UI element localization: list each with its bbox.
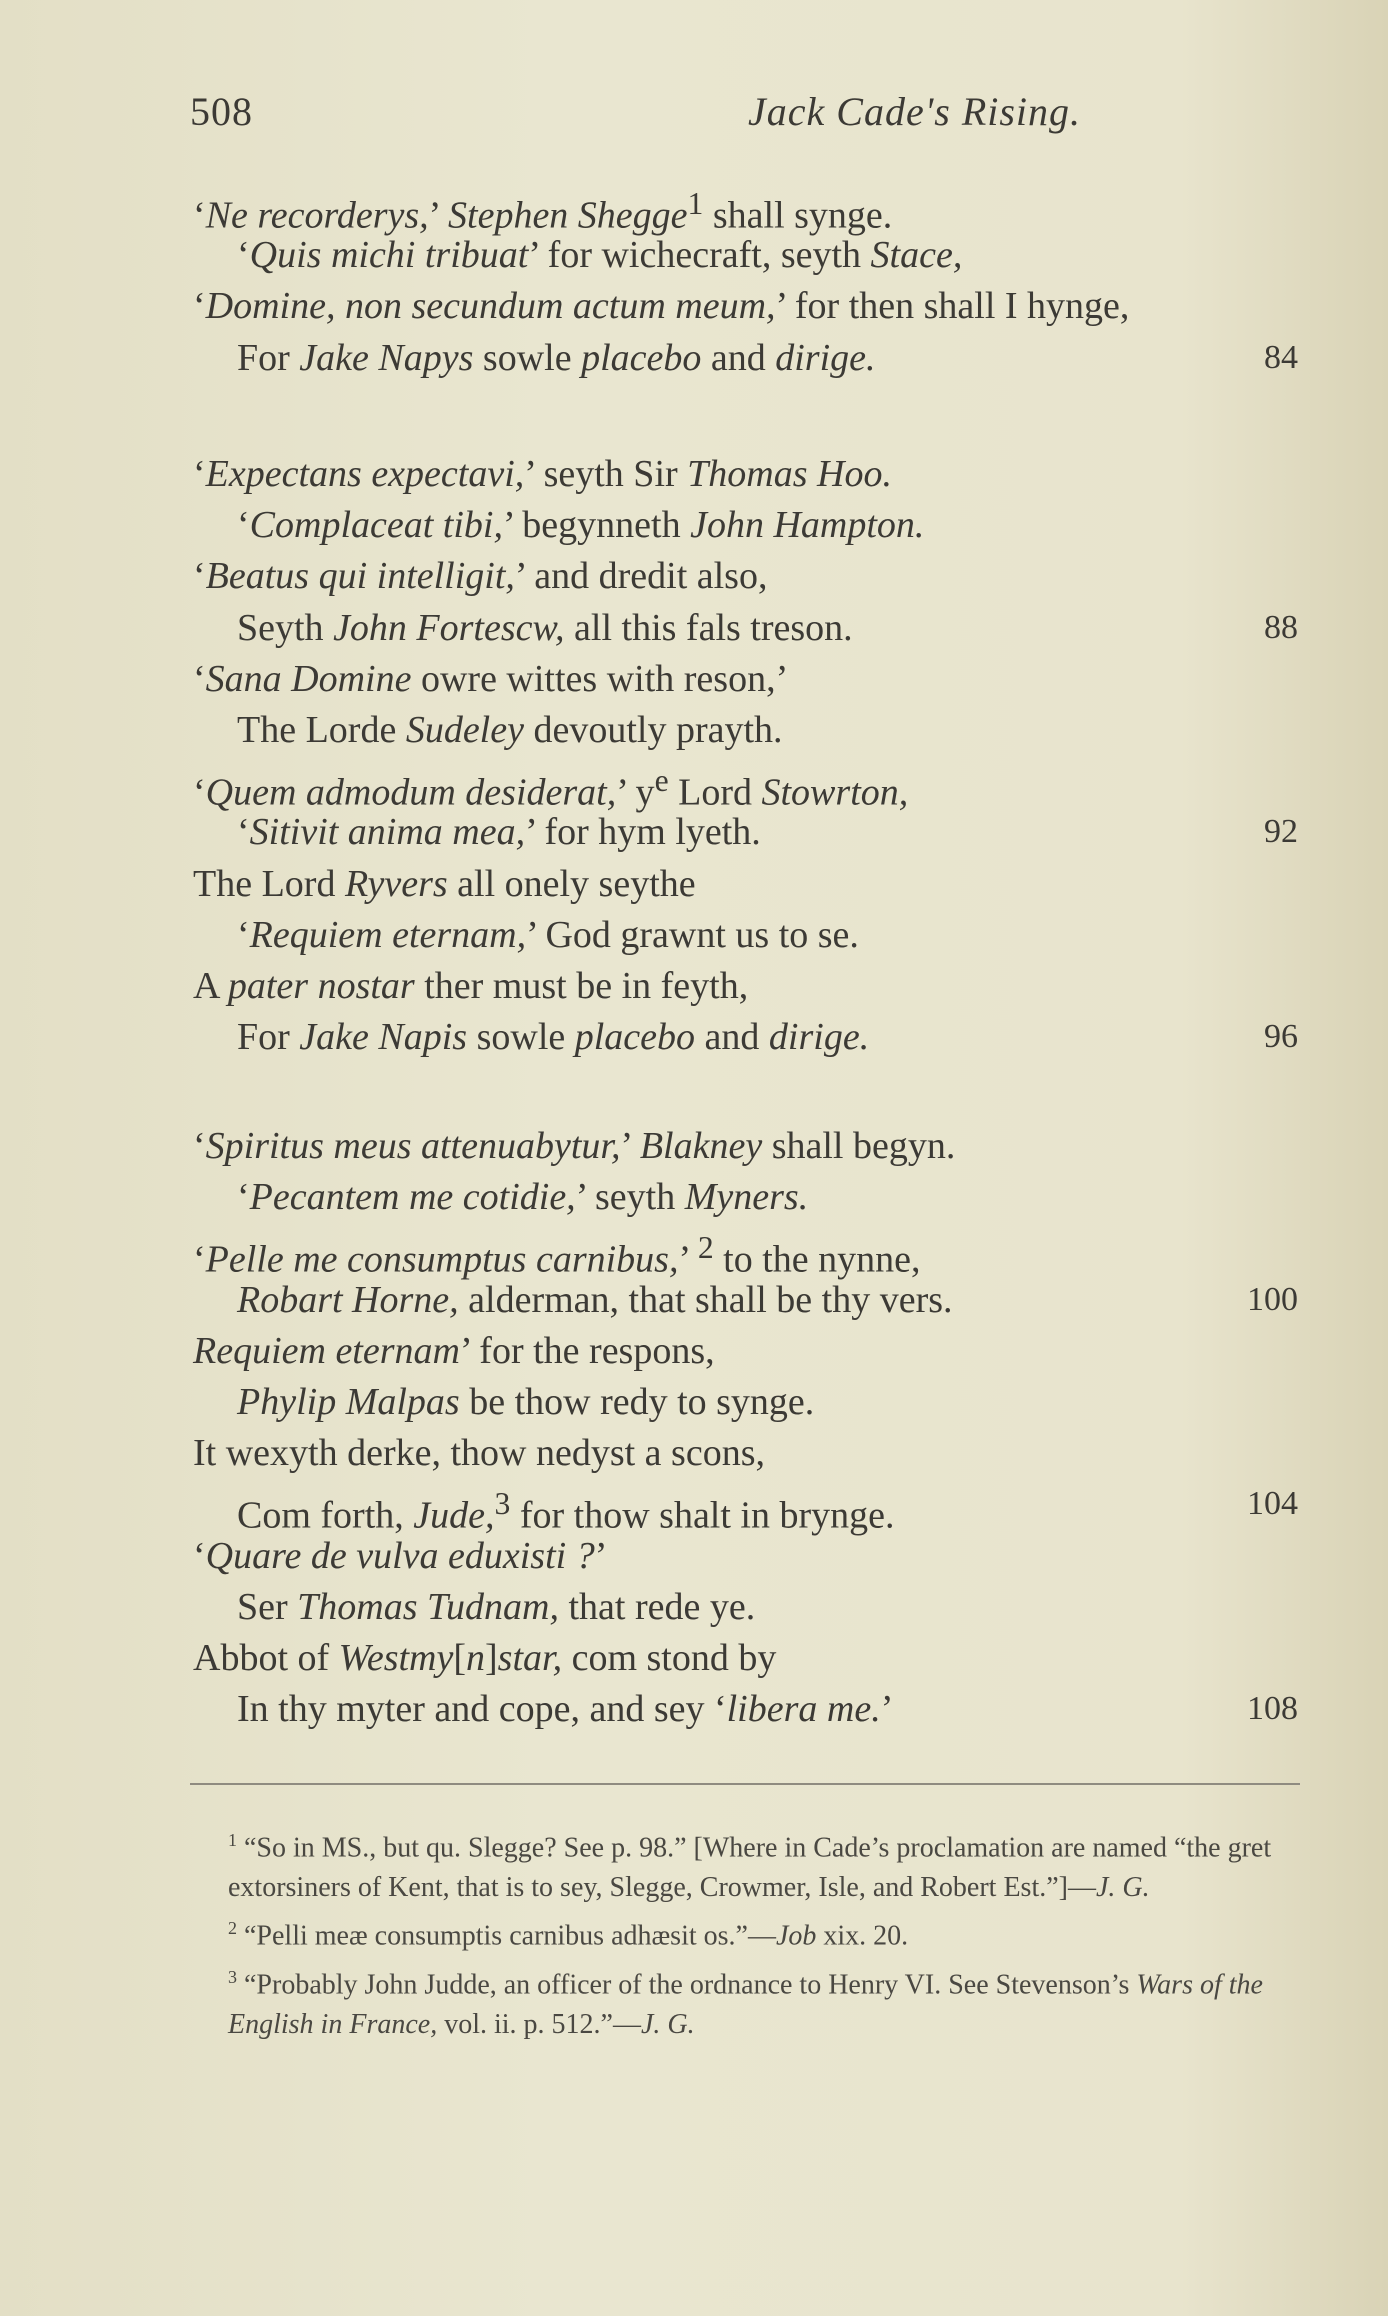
verse-line: ‘Requiem eternam,’ God grawnt us to se.	[237, 913, 859, 956]
verse-line: ‘Quis michi tribuat’ for wichecraft, seyth Stace,	[237, 234, 963, 277]
footnotes	[190, 1820, 1300, 2045]
verse-line: ‘Ne recorderys,’ Stephen Shegge$^1$ shall synge.	[193, 186, 893, 237]
running-title: Jack Cade's Rising.	[748, 89, 1082, 134]
verse-line: Phylip Malpas be thow redy to synge.	[237, 1381, 815, 1423]
line-number: 88	[1264, 608, 1298, 646]
verse-line: ‘Domine, non secundum actum meum,’ for then shall I hynge,	[193, 285, 1130, 328]
verse-line: Abbot of Westmy[n]star, com stond by	[193, 1637, 777, 1679]
verse-line: Robart Horne, alderman, that shall be thy vers.	[237, 1278, 953, 1321]
line-number: 100	[1247, 1280, 1298, 1318]
line-number: 104	[1247, 1485, 1298, 1523]
verse-line: A pater nostar ther must be in feyth,	[193, 965, 749, 1007]
line-number: 108	[1247, 1690, 1298, 1728]
verse-line: For Jake Napys sowle placebo and dirige.	[237, 336, 876, 379]
verse-line: ‘Spiritus meus attenuabytur,’ Blakney shall begyn.	[193, 1125, 956, 1167]
verse-line: It wexyth derke, thow nedyst a scons,	[193, 1432, 765, 1475]
footnote: $^3$ “Probably John Judde, an officer of the ordnance to Henry VI. See Stevenson’s Wars of the English in France, vol. ii. p. 512.”—J. G.	[228, 1966, 1263, 2040]
verse-line: ‘Pecantem me cotidie,’ seyth Myners.	[237, 1176, 809, 1219]
verse-line: ‘Expectans expectavi,’ seyth Sir Thomas Hoo.	[193, 453, 892, 495]
verse-line: Seyth John Fortescw, all this fals treson.	[237, 606, 853, 649]
page-number: 508	[190, 89, 253, 134]
verse-line: Requiem eternam’ for the respons,	[193, 1329, 715, 1372]
line-number: 96	[1264, 1018, 1298, 1056]
verse-line: In thy myter and cope, and sey ‘libera me.’	[237, 1688, 894, 1731]
line-number: 84	[1264, 338, 1298, 376]
verse-line: ‘Pelle me consumptus carnibus,’ $^2$ to the nynne,	[193, 1230, 921, 1282]
footnote: $^2$ “Pelli meæ consumptis carnibus adhæsit os.”—Job xix. 20.	[228, 1918, 909, 1952]
running-header	[190, 88, 1290, 148]
verse-line: For Jake Napis sowle placebo and dirige.	[237, 1016, 870, 1059]
verse-line: ‘Quare de vulva eduxisti ?’	[193, 1534, 608, 1577]
verse-line: ‘Sana Domine owre wittes with reson,’	[193, 657, 789, 700]
line-number: 92	[1264, 813, 1298, 851]
verse-line: ‘Sitivit anima mea,’ for hym lyeth.	[237, 811, 761, 854]
verse-line: ‘Complaceat tibi,’ begynneth John Hampton.	[237, 504, 925, 547]
footnote-rule	[190, 1783, 1300, 1785]
verse-line: The Lord Ryvers all onely seythe	[193, 862, 696, 905]
verse-line: Ser Thomas Tudnam, that rede ye.	[237, 1585, 756, 1628]
verse-line: The Lorde Sudeley devoutly prayth.	[237, 709, 783, 751]
footnote: $^1$ “So in MS., but qu. Slegge? See p. 98.” [Where in Cade’s proclamation are named “the gret extorsiners of Kent, that is to sey, Slegge, Crowmer, Isle, and Robert Est.”]—J. G.	[228, 1830, 1272, 1904]
verse-line: Com forth, Jude,$^3$ for thow shalt in brynge.	[237, 1486, 895, 1538]
verse-line: ‘Quem admodum desiderat,’ $y^e$ Lord Stowrton,	[193, 763, 909, 814]
verse-line: ‘Beatus qui intelligit,’ and dredit also,	[193, 555, 768, 598]
